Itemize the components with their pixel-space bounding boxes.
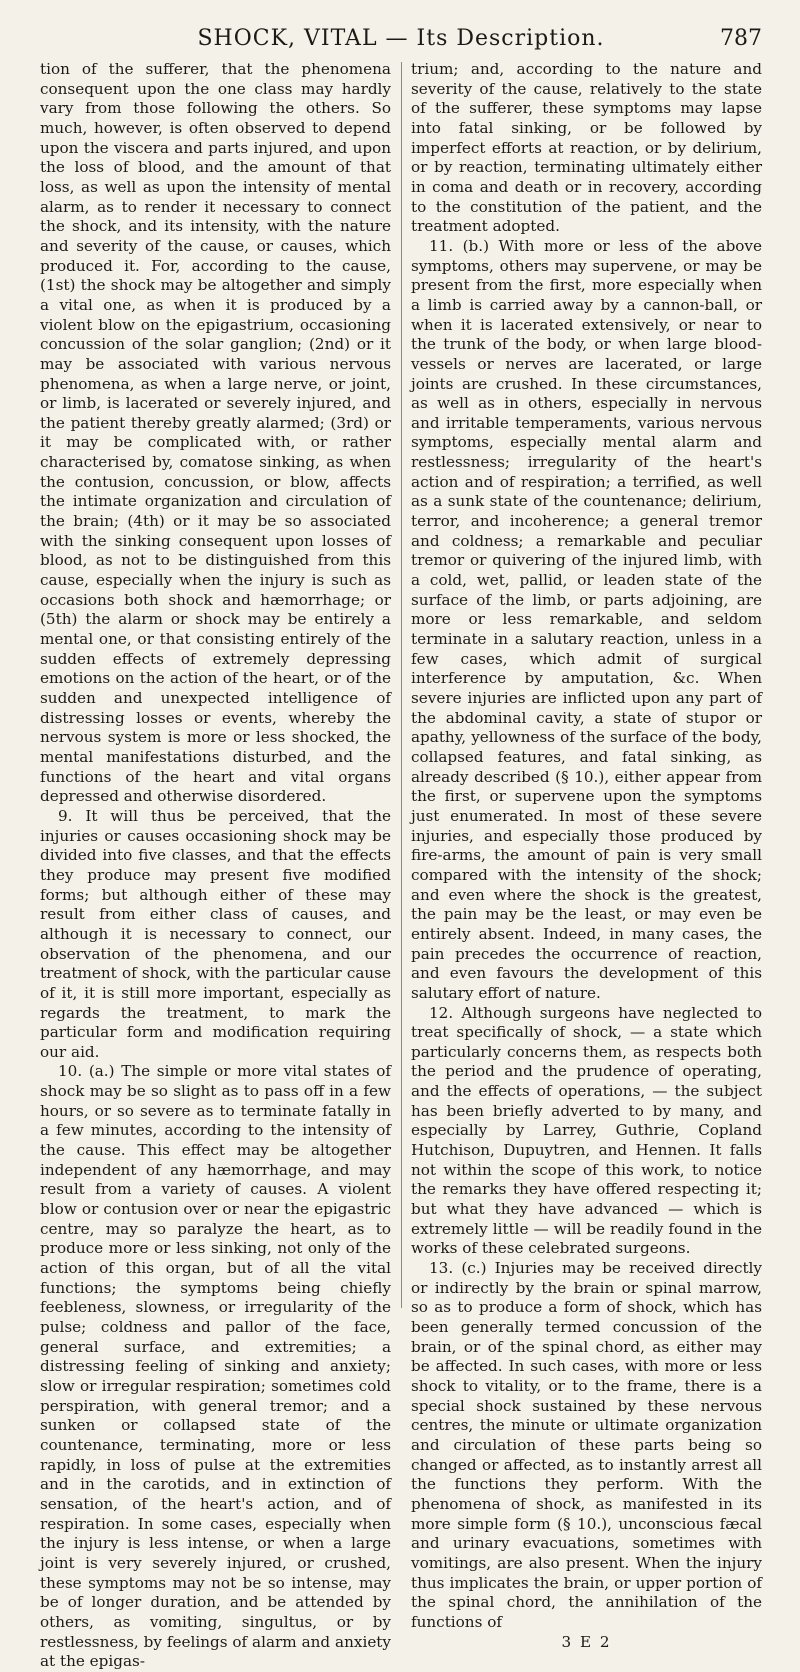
running-head: SHOCK, VITAL — Its Description.	[197, 26, 605, 51]
page	[40, 22, 762, 1672]
page-header	[40, 22, 762, 56]
right-paragraph-3: 12. Although surgeons have neglected to treat specifically of shock, — a state which particularly concerns them, as respects both the period and the prudence of operating, and the effects of operations, — the subject has been briefly adverted to by many, and especially by Larrey, Guthrie, Copland Hutchison, Dupuytren, and Hennen. It falls not within the scope of this work, to notice the remarks they have offered respecting it; but what they have advanced — which is extremely little — will be readily found in the works of these celebrated surgeons.	[411, 1003, 762, 1258]
right-paragraph-4: 13. (c.) Injuries may be received directly or indirectly by the brain or spinal marrow, so as to produce a form of shock, which has been generally termed concussion of the brain, or of the spinal chord, as either may be affected. In such cases, with more or less shock to vitality, or to the frame, there is a special shock sustained by these nervous centres, the minute or ultimate organization and circulation of these parts being so changed or affected, as to instantly arrest all the functions they perform. With the phenomena of shock, as manifested in its more simple form (§ 10.), unconscious fæcal and urinary evacuations, sometimes with vomitings, are also present. When the injury thus implicates the brain, or upper portion of the spinal chord, the annihilation of the functions of	[411, 1259, 762, 1631]
signature-mark: 3 E 2	[561, 1632, 612, 1651]
left-paragraph-3: 10. (a.) The simple or more vital states of shock may be so slight as to pass off in a few hours, or so severe as to terminate fatally in a few minutes, according to the intensity of the cause. This effect may be altogether independent of any hæmorrhage, and may result from a variety of causes. A violent blow or contusion over or near the epigastric centre, may so paralyze the heart, as to produce more or less sinking, not only of the action of this organ, but of all the vital functions; the symptoms being chiefly feebleness, slowness, or irregularity of the pulse; coldness and pallor of the face, general surface, and extremities; a distressing feeling of sinking and anxiety; slow or irregular respiration; sometimes cold perspiration, with general tremor; and a sunken or collapsed state of the countenance, terminating, more or less rapidly, in loss of pulse at the extremities and in the carotids, and in extinction of sensation, of the heart's action, and of respiration. In some cases, especially when the injury is less intense, or when a large joint is very severely injured, or crushed, these symptoms may not be so intense, may be of longer duration, and be attended by others, as vomiting, singultus, or by restlessness, by feelings of alarm and anxiety at the epigas-	[40, 1062, 391, 1671]
right-column	[411, 60, 762, 1672]
left-paragraph-2: 9. It will thus be perceived, that the injuries or causes occasioning shock may be divided into five classes, and that the effects they produce may present five modified forms; but although either of these may result from either class of causes, and although it is necessary to connect, our observation of the phenomena, and our treatment of shock, with the particular cause of it, it is still more important, especially as regards the treatment, to mark the particular form and modification requiring our aid.	[40, 806, 391, 1061]
column-divider	[401, 62, 402, 1308]
right-paragraph-2: 11. (b.) With more or less of the above symptoms, others may supervene, or may be present from the first, more especially when a limb is carried away by a cannon-ball, or when it is lacerated extensively, or near to the trunk of the body, or when large blood-vessels or nerves are lacerated, or large joints are crushed. In these circumstances, as well as in others, especially in nervous and irritable temperaments, various nervous symptoms, especially mental alarm and restlessness; irregularity of the heart's action and of respiration; a terrified, as well as a sunk state of the countenance; delirium, terror, and incoherence; a general tremor and coldness; a remarkable and peculiar tremor or quivering of the injured limb, with a cold, wet, pallid, or leaden state of the surface of the limb, or parts adjoining, are more or less remarkable, and seldom terminate in a salutary reaction, unless in a few cases, which admit of surgical interference by amputation, &c. When severe injuries are inflicted upon any part of the abdominal cavity, a state of stupor or apathy, yellowness of the surface of the body, collapsed features, and fatal sinking, as already described (§ 10.), either appear from the first, or supervene upon the symptoms just enumerated. In most of these severe injuries, and especially those produced by fire-arms, the amount of pain is very small compared with the intensity of the shock; and even where the shock is the greatest, the pain may be the least, or may even be entirely absent. Indeed, in many cases, the pain precedes the occurrence of reaction, and even favours the development of this salutary effort of nature.	[411, 236, 762, 1002]
text-columns	[40, 60, 762, 1672]
left-column	[40, 60, 391, 1672]
right-paragraph-1: trium; and, according to the nature and severity of the cause, relatively to the state of the sufferer, these symptoms may lapse into fatal sinking, or be followed by imperfect efforts at reaction, or by delirium, or by reaction, terminating ultimately either in coma and death or in recovery, according to the constitution of the patient, and the treatment adopted.	[411, 60, 762, 236]
page-number: 787	[720, 26, 762, 51]
left-paragraph-1: tion of the sufferer, that the phenomena consequent upon the one class may hardly vary from those following the others. So much, however, is often observed to depend upon the viscera and parts injured, and upon the loss of blood, and the amount of that loss, as well as upon the intensity of mental alarm, as to render it necessary to connect the shock, and its intensity, with the nature and severity of the cause, or causes, which produced it. For, according to the cause, (1st) the shock may be altogether and simply a vital one, as when it is produced by a violent blow on the epigastrium, occasioning concussion of the solar ganglion; (2nd) or it may be associated with various nervous phenomena, as when a large nerve, or joint, or limb, is lacerated or severely injured, and the patient thereby greatly alarmed; (3rd) or it may be complicated with, or rather characterised by, comatose sinking, as when the contusion, concussion, or blow, affects the intimate organization and circulation of the brain; (4th) or it may be so associated with the sinking consequent upon losses of blood, as not to be distinguished from this cause, especially when the injury is such as occasions both shock and hæmorrhage; or (5th) the alarm or shock may be entirely a mental one, or that consisting entirely of the sudden effects of extremely depressing emotions on the action of the heart, or of the sudden and unexpected intelligence of distressing losses or events, whereby the nervous system is more or less shocked, the mental manifestations disturbed, and the functions of the heart and vital organs depressed and otherwise disordered.	[40, 60, 391, 806]
